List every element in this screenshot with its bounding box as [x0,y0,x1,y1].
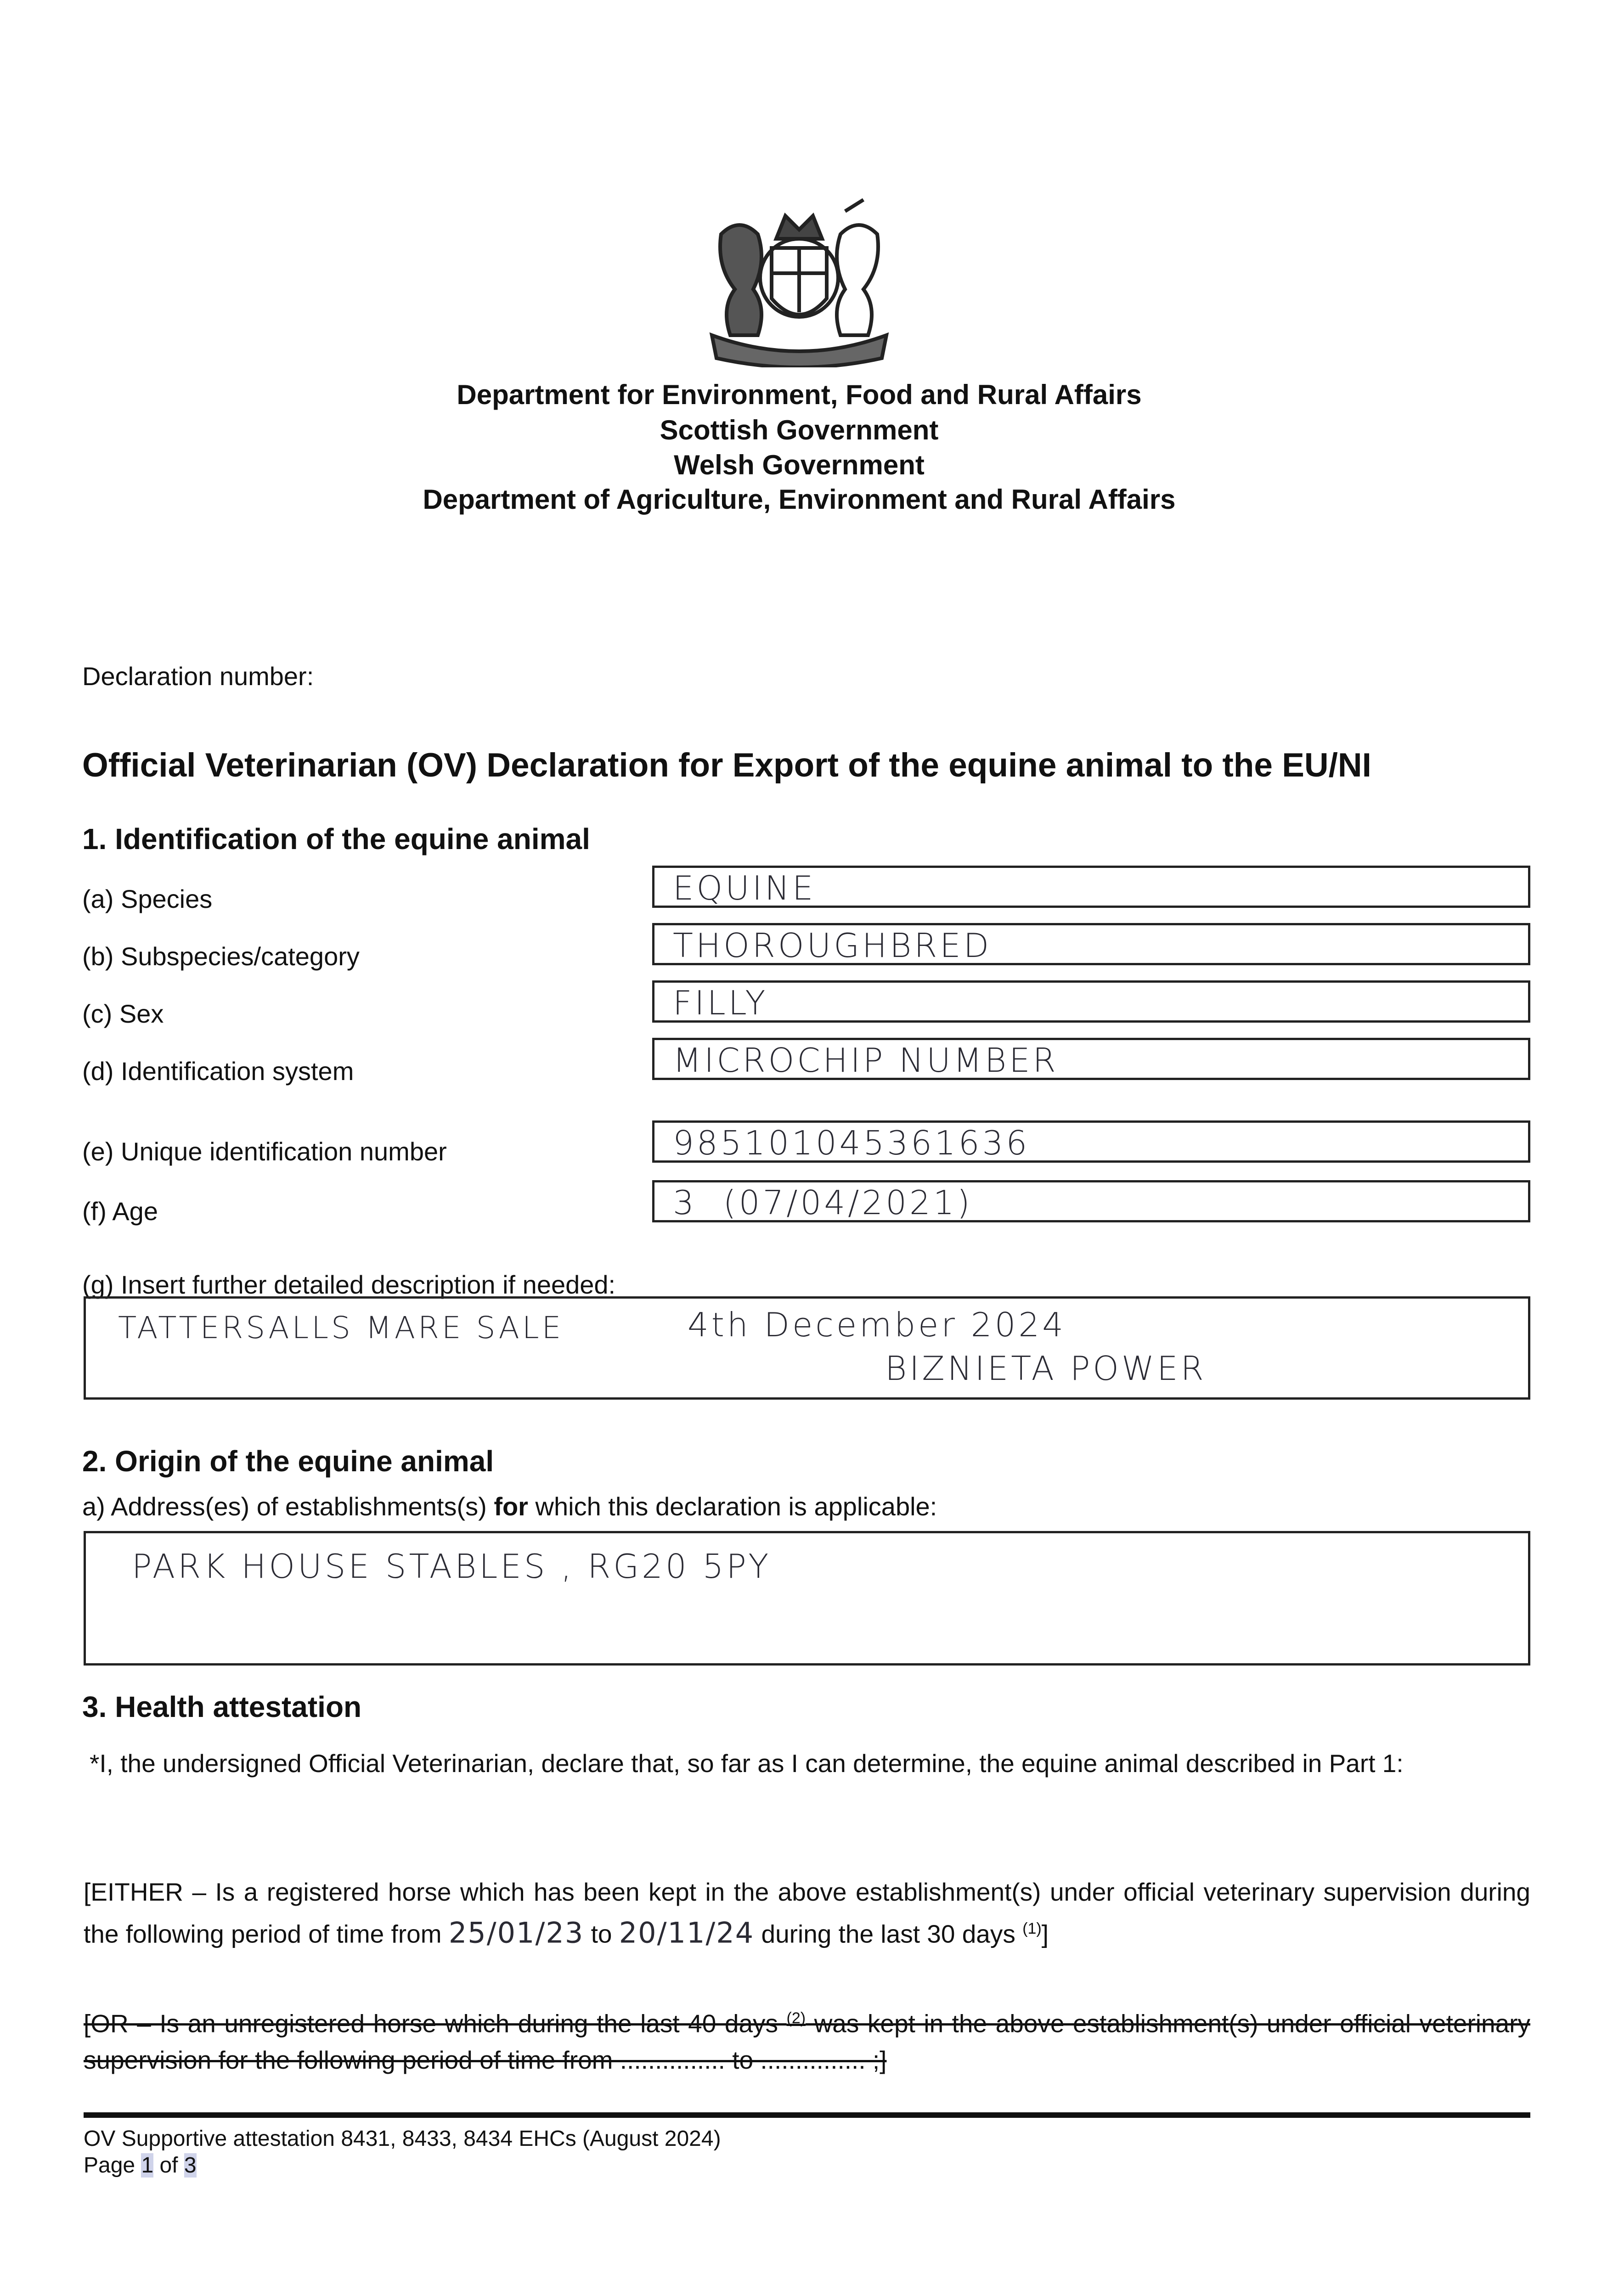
dept-defra: Department for Environment, Food and Rural Affairs [457,379,1142,410]
sex-label: (c) Sex [82,999,164,1028]
age-field[interactable] [652,1180,1530,1222]
either-clause: [EITHER – Is a registered horse which has been kept in the above establishment(s) under official veterinary supervision during the following period of time from 25/01/23 to 20/11/24 during the last 30 days $^{(1)}$] [84,1878,1530,1950]
subspecies-value: THOROUGHBRED [673,926,992,965]
age-value: 3 (07/04/2021) [673,1183,973,1222]
footer-divider [84,2112,1530,2118]
id-system-label: (d) Identification system [82,1057,354,1086]
section1-heading: 1. Identification of the equine animal [82,822,590,855]
further-description-date: 4th December 2024 [688,1306,1066,1344]
declaration-number-label: Declaration number: [82,662,314,691]
section2-heading: 2. Origin of the equine animal [82,1445,494,1478]
further-description-name: BIZNIETA POWER [885,1349,1207,1388]
page-title: Official Veterinarian (OV) Declaration for Export of the equine animal to the EU/NI [82,747,1371,784]
royal-crest-icon [694,197,905,367]
subspecies-label: (b) Subspecies/category [82,942,360,971]
unique-id-value: 985101045361636 [673,1124,1030,1162]
unique-id-label: (e) Unique identification number [82,1137,447,1166]
species-field[interactable] [652,866,1530,908]
address-field[interactable] [84,1531,1530,1666]
sex-field[interactable] [652,980,1530,1023]
further-description-field[interactable] [84,1296,1530,1400]
further-description-sale: TATTERSALLS MARE SALE [118,1310,564,1345]
address-label: a) Address(es) of establishments(s) for which this declaration is applicable: [82,1492,937,1521]
dept-daera: Department of Agriculture, Environment and Rural Affairs [423,484,1176,515]
dept-welsh-government: Welsh Government [674,450,925,480]
section3-heading: 3. Health attestation [82,1690,362,1723]
species-label: (a) Species [82,884,213,913]
unique-id-field[interactable] [652,1120,1530,1163]
page-number: Page 1 of 3 [84,2153,197,2178]
age-label: (f) Age [82,1197,158,1226]
subspecies-field[interactable] [652,923,1530,965]
either-to-date: 20/11/24 [619,1916,755,1950]
address-value: PARK HOUSE STABLES , RG20 5PY [132,1547,772,1586]
id-system-value: MICROCHIP NUMBER [673,1041,1059,1080]
sex-value: FILLY [673,984,768,1022]
health-intro: *I, the undersigned Official Veterinarian, declare that, so far as I can determine, the equine animal described in Part 1: [90,1749,1404,1778]
dept-scottish-government: Scottish Government [660,415,939,445]
footer-reference: OV Supportive attestation 8431, 8433, 8434 EHCs (August 2024) [84,2127,721,2151]
or-clause-struck: [OR – Is an unregistered horse which during the last 40 days $^{(2)}$ was kept in the above establishment(s) under official veterinary supervision for the following period of time from ............... to ............... ;] [84,2009,1530,2075]
further-description-label: (g) Insert further detailed description if needed: [82,1270,616,1299]
either-from-date: 25/01/23 [448,1916,584,1950]
species-value: EQUINE [673,869,816,907]
id-system-field[interactable] [652,1038,1530,1080]
